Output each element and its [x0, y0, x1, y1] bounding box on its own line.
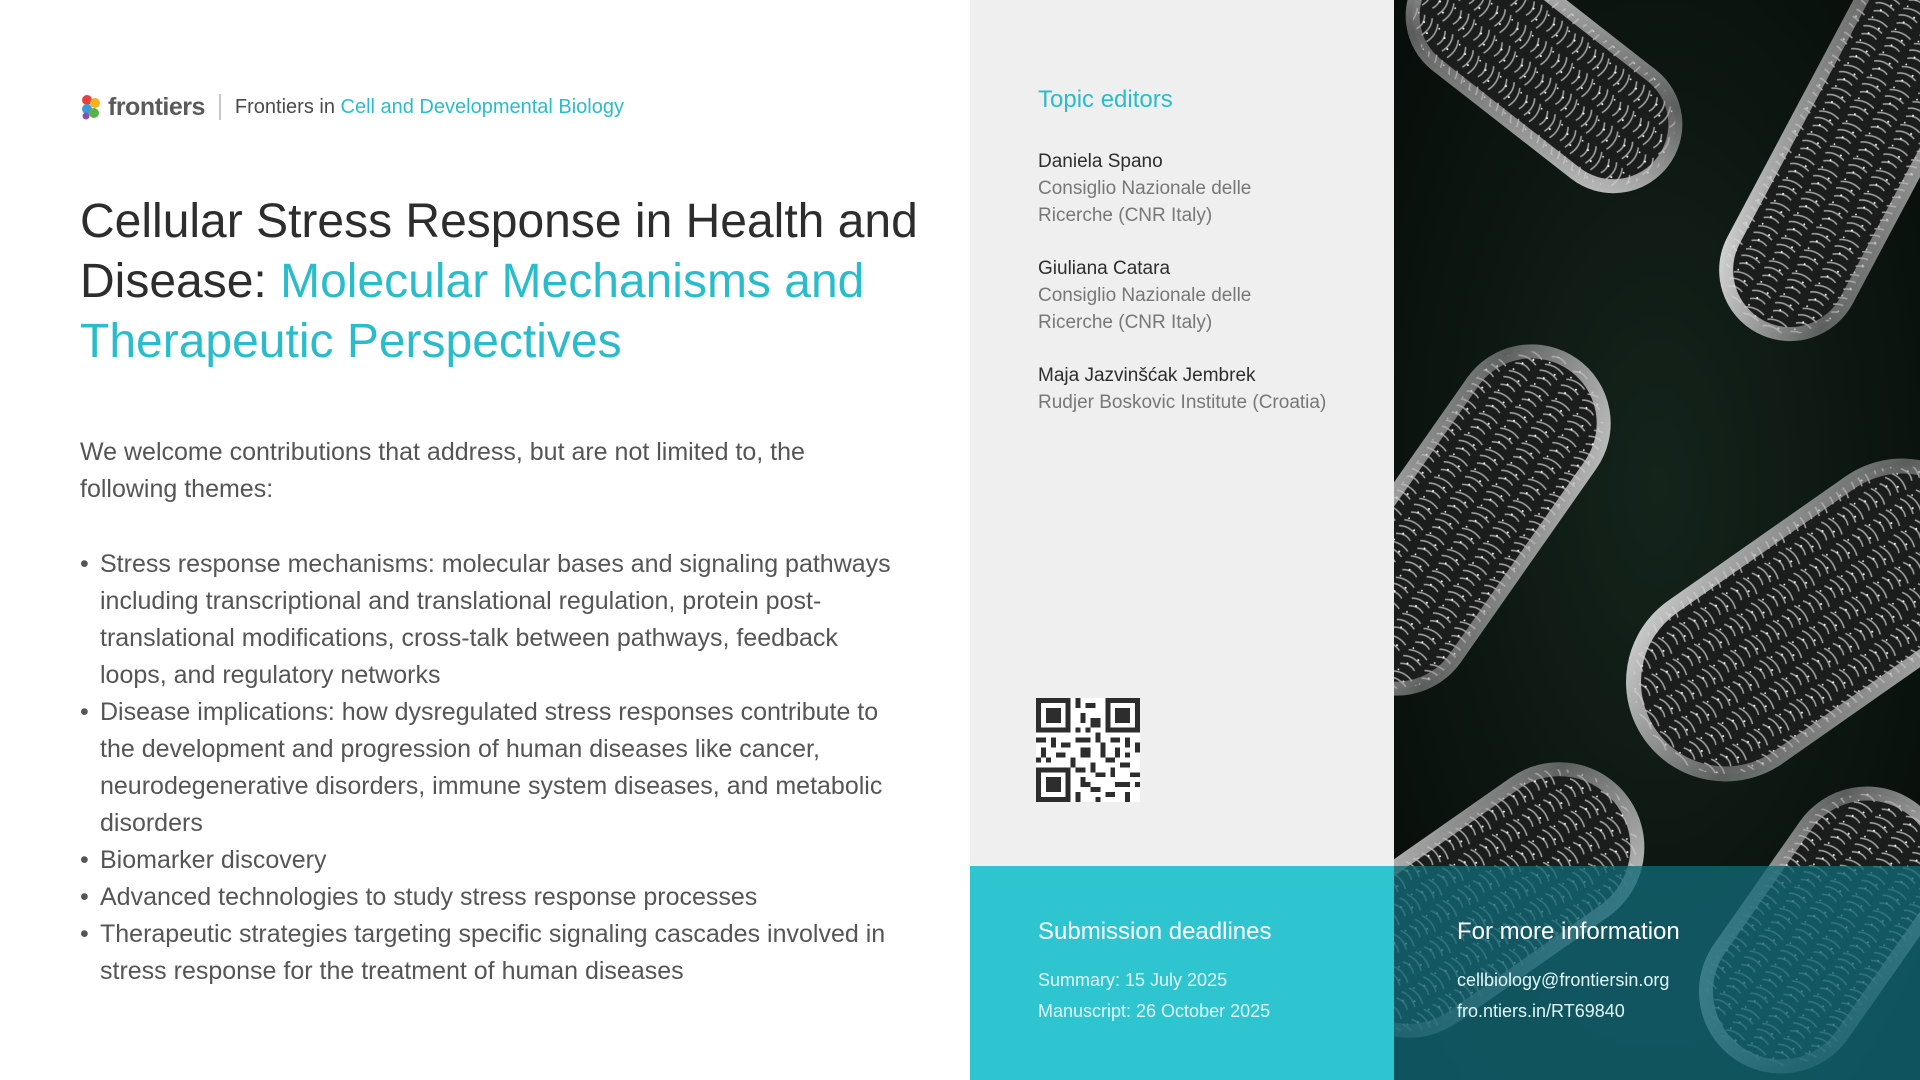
header-divider — [219, 94, 221, 120]
theme-item: • Therapeutic strategies targeting specific signaling cascades involved in stress response for the treatment of human diseases — [80, 916, 900, 990]
editor-entry — [1038, 255, 1378, 336]
submission-deadlines-band — [970, 866, 1394, 1080]
themes-list — [80, 546, 900, 990]
editor-name: Daniela Spano — [1038, 151, 1163, 172]
editors-panel — [970, 0, 1394, 866]
frontiers-logo-icon — [80, 94, 102, 120]
editor-entry — [1038, 148, 1378, 229]
more-information-band — [1394, 866, 1920, 1080]
editor-affiliation: Consiglio Nazionale delle Ricerche (CNR Italy) — [1038, 178, 1252, 226]
title-accent: Molecular Mechanisms and Therapeutic Perspectives — [80, 255, 865, 368]
theme-item: • Biomarker discovery — [80, 842, 900, 879]
intro-text: We welcome contributions that address, but are not limited to, the following themes: — [80, 438, 805, 503]
deadline-summary: Summary: 15 July 2025 — [1038, 970, 1228, 990]
qr-code-icon[interactable] — [1036, 698, 1140, 802]
logo-wordmark: frontiers — [108, 92, 205, 121]
title-main: Cellular Stress Response in Health and Disease: — [80, 195, 918, 308]
theme-item: • Stress response mechanisms: molecular bases and signaling pathways including transcriptional and translational regulation, protein post-translational modifications, cross-talk between pathways, feedback loops, and regulatory networks — [80, 546, 900, 694]
editor-affiliation: Consiglio Nazionale delle Ricerche (CNR Italy) — [1038, 285, 1252, 333]
editor-affiliation: Rudjer Boskovic Institute (Croatia) — [1038, 392, 1327, 413]
deadlines-heading: Submission deadlines — [1038, 918, 1272, 945]
editor-name: Giuliana Catara — [1038, 258, 1171, 279]
editor-name: Maja Jazvinšćak Jembrek — [1038, 365, 1256, 386]
deadline-manuscript: Manuscript: 26 October 2025 — [1038, 1001, 1271, 1021]
page-title — [80, 192, 940, 372]
theme-item: • Disease implications: how dysregulated stress responses contribute to the development and progression of human diseases like cancer, neurodegenerative disorders, immune system diseases, and metabolic disorders — [80, 694, 900, 842]
header-brand — [80, 92, 624, 122]
journal-name[interactable]: Frontiers in Cell and Developmental Biology — [234, 95, 624, 118]
info-heading: For more information — [1457, 918, 1680, 945]
editor-entry — [1038, 362, 1378, 416]
info-email-link[interactable]: cellbiology@frontiersin.org — [1457, 970, 1670, 990]
info-url-link[interactable]: fro.ntiers.in/RT69840 — [1457, 1001, 1625, 1021]
theme-item: • Advanced technologies to study stress response processes — [80, 879, 900, 916]
editors-heading: Topic editors — [1038, 86, 1173, 113]
